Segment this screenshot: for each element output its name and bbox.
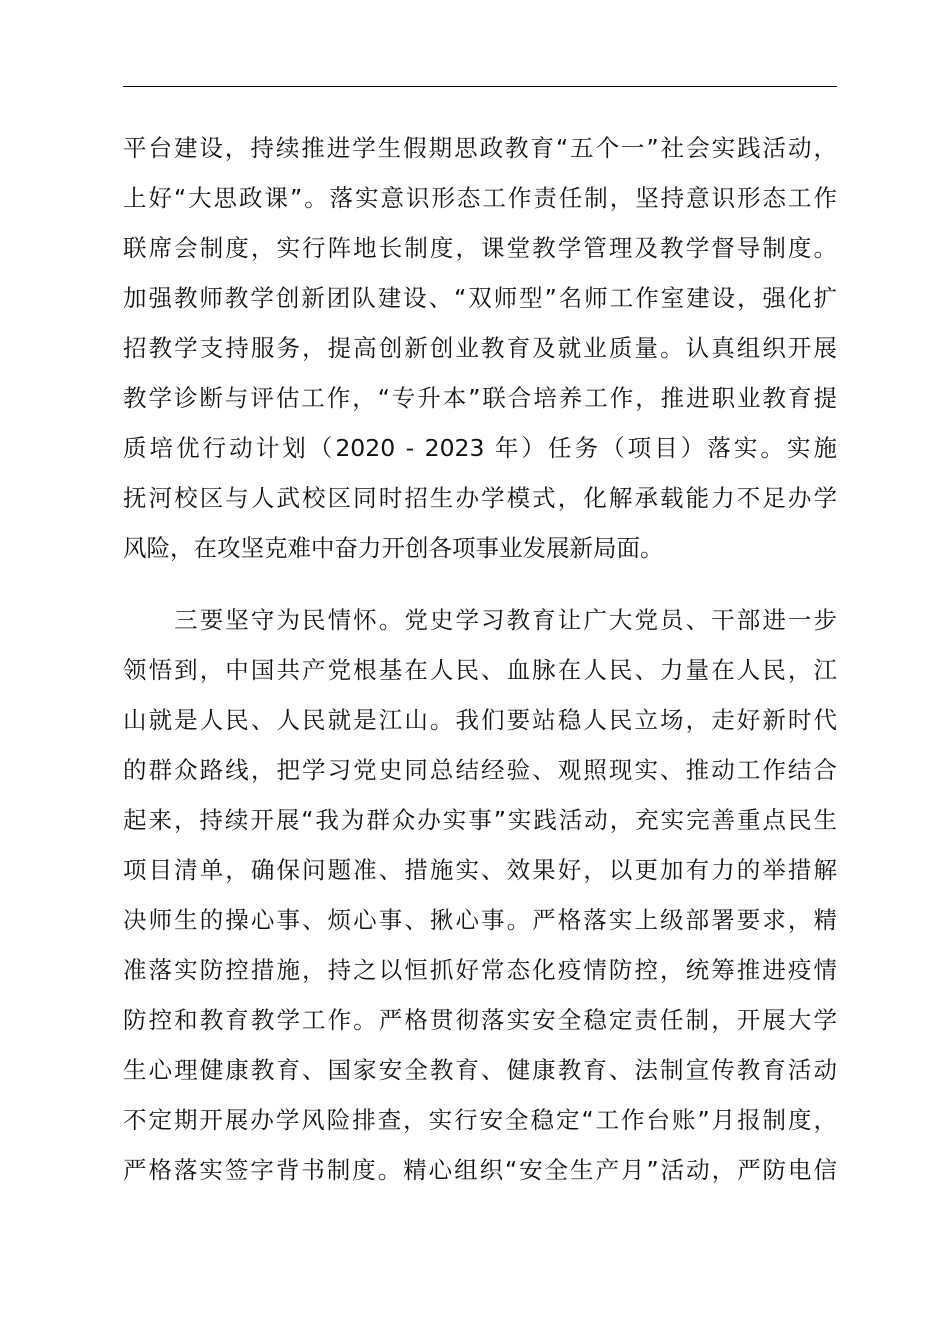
text-line: 决师生的操心事、烦心事、揪心事。严格落实上级部署要求，精: [123, 906, 837, 934]
text-line: 质培优行动计划（2020 - 2023 年）任务（项目）落实。实施: [123, 434, 837, 462]
header-rule: [123, 86, 837, 87]
paragraph-1: [123, 129, 837, 579]
text-line: 招教学支持服务，提高创新创业教育及就业质量。认真组织开展: [123, 334, 837, 362]
text-line: 起来，持续开展“我为群众办实事”实践活动，充实完善重点民生: [123, 806, 837, 834]
text-line: 项目清单，确保问题准、措施实、效果好，以更加有力的举措解: [123, 856, 837, 884]
text-line: 联席会制度，实行阵地长制度，课堂教学管理及教学督导制度。: [123, 234, 837, 262]
text-line: 准落实防控措施，持之以恒抓好常态化疫情防控，统筹推进疫情: [123, 956, 837, 984]
text-line: 领悟到，中国共产党根基在人民、血脉在人民、力量在人民，江: [123, 656, 837, 684]
text-line: 生心理健康教育、国家安全教育、健康教育、法制宣传教育活动: [123, 1056, 837, 1084]
text-line: 抚河校区与人武校区同时招生办学模式，化解承载能力不足办学: [123, 484, 837, 512]
text-line: 三要坚守为民情怀。党史学习教育让广大党员、干部进一步: [123, 606, 837, 634]
text-line: 加强教师教学创新团队建设、“双师型”名师工作室建设，强化扩: [123, 284, 837, 312]
text-line: 教学诊断与评估工作，“专升本”联合培养工作，推进职业教育提: [123, 384, 837, 412]
text-line: 防控和教育教学工作。严格贯彻落实安全稳定责任制，开展大学: [123, 1006, 837, 1034]
text-line: 平台建设，持续推进学生假期思政教育“五个一”社会实践活动，: [123, 134, 837, 162]
paragraph-spacing: [123, 579, 837, 601]
document-body: [123, 129, 837, 1201]
text-line: 的群众路线，把学习党史同总结经验、观照现实、推动工作结合: [123, 756, 837, 784]
text-line: 严格落实签字背书制度。精心组织“安全生产月”活动，严防电信: [123, 1156, 837, 1184]
text-line: 山就是人民、人民就是江山。我们要站稳人民立场，走好新时代: [123, 706, 837, 734]
text-line: 风险，在攻坚克难中奋力开创各项事业发展新局面。: [123, 534, 664, 562]
text-line: 上好“大思政课”。落实意识形态工作责任制，坚持意识形态工作: [123, 184, 837, 212]
text-line: 不定期开展办学风险排查，实行安全稳定“工作台账”月报制度，: [123, 1106, 837, 1134]
paragraph-2: [123, 601, 837, 1201]
